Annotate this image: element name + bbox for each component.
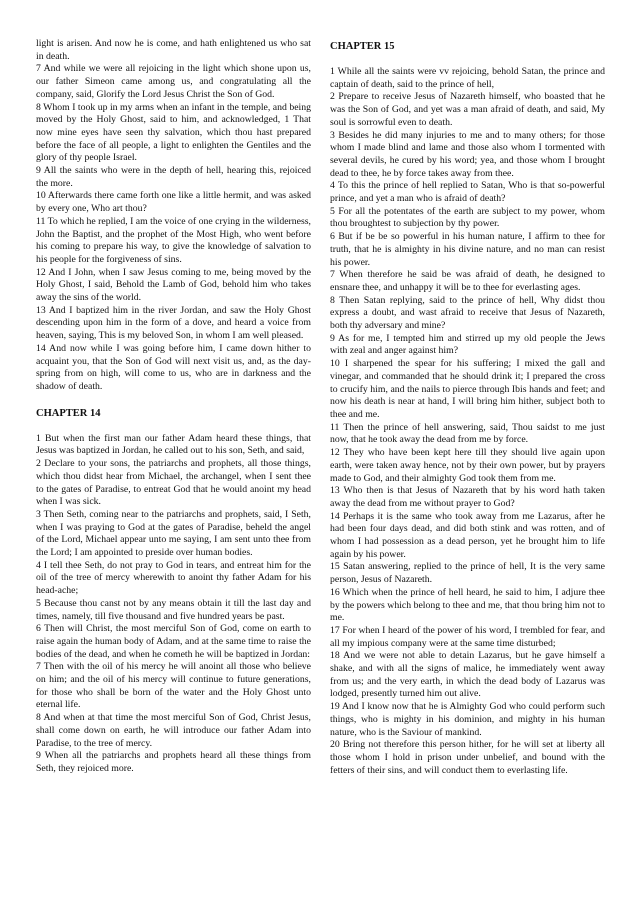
left-column bbox=[36, 38, 311, 776]
verse: 12 And I John, when I saw Jesus coming to me, being moved by the Holy Ghost, I said, Behold the Lamb of God, behold him who takes away the sins of the world. bbox=[36, 266, 311, 304]
chapter-14-verses bbox=[36, 433, 311, 776]
verse: 10 Afterwards there came forth one like a little hermit, and was asked by every one, Who art thou? bbox=[36, 190, 311, 215]
verse: 9 When all the patriarchs and prophets heard all these things from Seth, they rejoiced more. bbox=[36, 750, 311, 774]
verse: 2 Declare to your sons, the patriarchs and prophets, all those things, which thou didst hear from Michael, the archangel, when I sent thee to the gates of Paradise, to entreat God that he would anoint my head when I was sick. bbox=[36, 458, 311, 508]
verse: 13 Who then is that Jesus of Nazareth that by his word hath taken away the dead from me without prayer to God? bbox=[330, 485, 605, 509]
verse: 9 As for me, I tempted him and stirred up my old people the Jews with zeal and anger against him? bbox=[330, 332, 605, 357]
verse: 5 For all the potentates of the earth are subject to my power, whom thou broughtest to subjection by thy power. bbox=[330, 205, 605, 230]
verse: 12 They who have been kept here till they should live again upon earth, were taken away hence, not by their own power, but by prayers made to God, and their almighty God took them from me. bbox=[330, 447, 605, 484]
verse: 8 And when at that time the most merciful Son of God, Christ Jesus, shall come down on earth, he will introduce our father Adam into Paradise, to the tree of mercy. bbox=[36, 712, 311, 749]
verse: light is arisen. And now he is come, and hath enlightened us who sat in death. bbox=[36, 38, 311, 62]
verse: 15 Satan answering, replied to the prince of hell, It is the very same person, Jesus of Nazareth. bbox=[330, 561, 605, 586]
left-intro-verses bbox=[36, 38, 311, 394]
verse: 7 And while we were all rejoicing in the light which shone upon us, our father Simeon came among us, and congratulating all the company, said, Glorify the Lord Jesus Christ the Son of God. bbox=[36, 63, 311, 100]
chapter-15-verses bbox=[330, 66, 605, 777]
verse: 2 Prepare to receive Jesus of Nazareth himself, who boasted that he was the Son of God, and yet was a man afraid of death, and said, My soul is sorrowful even to death. bbox=[330, 91, 605, 128]
verse: 8 Then Satan replying, said to the prince of hell, Why didst thou express a doubt, and wast afraid to receive that Jesus of Nazareth, both thy adversary and mine? bbox=[330, 294, 605, 332]
verse: 13 And I baptized him in the river Jordan, and saw the Holy Ghost descending upon him in the form of a dove, and heard a voice from heaven, saying, This is my beloved Son, in whom I am well pleased. bbox=[36, 304, 311, 342]
verse: 17 For when I heard of the power of his word, I trembled for fear, and all my impious company were at the same time disturbed; bbox=[330, 624, 605, 649]
verse: 7 When therefore he said be was afraid of death, he designed to ensnare thee, and unhappy it will be to thee for everlasting ages. bbox=[330, 269, 605, 293]
verse: 14 Perhaps it is the same who took away from me Lazarus, after he had been four days dead, and did both stink and was rotten, and of whom I had possession as a dead person, yet he brought him to life again by his power. bbox=[330, 510, 605, 560]
verse: 16 Which when the prince of hell heard, he said to him, I adjure thee by the powers which belong to thee and me, that thou bring him not to me. bbox=[330, 586, 605, 624]
verse: 14 And now while I was going before him, I came down hither to acquaint you, that the Son of God will next visit us, and, as the day-spring from on high, will come to us, who are in darkness and the shadow of death. bbox=[36, 342, 311, 392]
verse: 7 Then with the oil of his mercy he will anoint all those who believe on him; and the oil of his mercy will continue to future generations, for those who shall be born of the water and the Holy Ghost unto eternal life. bbox=[36, 661, 311, 711]
verse: 10 I sharpened the spear for his suffering; I mixed the gall and vinegar, and commanded that he should drink it; I prepared the cross to crucify him, and the nails to pierce through Ibis hands and feet; and now his death is near at hand, I will bring him hither, subject both to thee and me. bbox=[330, 358, 605, 420]
verse: 6 But if be be so powerful in his human nature, I affirm to thee for truth, that he is almighty in his divine nature, and no man can resist his power. bbox=[330, 231, 605, 268]
right-column bbox=[330, 40, 605, 777]
verse: 3 Besides he did many injuries to me and to many others; for those whom I made blind and lame and those also whom I tormented with several devils, he cured by his word; yea, and those whom I brought dead to thee, he by force takes away from thee. bbox=[330, 129, 605, 179]
verse: 4 I tell thee Seth, do not pray to God in tears, and entreat him for the oil of the tree of mercy wherewith to anoint thy father Adam for his head-ache; bbox=[36, 559, 311, 597]
verse: 18 And we were not able to detain Lazarus, but he gave himself a shake, and with all the signs of malice, he immediately went away from us; and the very earth, in which the dead body of Lazarus was lodged, presently turned him out alive. bbox=[330, 650, 605, 700]
verse: 19 And I know now that he is Almighty God who could perform such things, who is mighty in his dominion, and mighty in his human nature, who is the Saviour of mankind. bbox=[330, 701, 605, 738]
verse: 6 Then will Christ, the most merciful Son of God, come on earth to raise again the human body of Adam, and at the same time to raise the bodies of the dead, and when he cometh he will be baptized in Jordan: bbox=[36, 623, 311, 660]
verse: 3 Then Seth, coming near to the patriarchs and prophets, said, I Seth, when I was praying to God at the gates of Paradise, beheld the angel of the Lord, Michael appear unto me saying, I am sent unto thee from the Lord; I am appointed to preside over human bodies. bbox=[36, 508, 311, 559]
chapter-heading: CHAPTER 15 bbox=[330, 41, 395, 52]
verse: 4 To this the prince of hell replied to Satan, Who is that so-powerful prince, and yet a man who is afraid of death? bbox=[330, 180, 605, 205]
verse: 20 Bring not therefore this person hither, for he will set at liberty all those whom I hold in prison under unbelief, and bound with the fetters of their sins, and will conduct them to everlasting life. bbox=[330, 739, 605, 776]
verse: 1 But when the first man our father Adam heard these things, that Jesus was baptized in Jordan, he called out to his son, Seth, and said, bbox=[36, 432, 311, 457]
verse: 1 While all the saints were vv rejoicing, behold Satan, the prince and captain of death, said to the prince of hell, bbox=[330, 66, 605, 90]
verse: 8 Whom I took up in my arms when an infant in the temple, and being moved by the Holy Ghost, said to him, and acknowledged, 1 That now mine eyes have seen thy salvation, which thou hast prepared before the face of all people, a light to enlighten the Gentiles and the glory of thy people Israel. bbox=[36, 101, 311, 164]
verse: 5 Because thou canst not by any means obtain it till the last day and times, namely, till five thousand and five hundred years be past. bbox=[36, 597, 311, 622]
verse: 9 All the saints who were in the depth of hell, hearing this, rejoiced the more. bbox=[36, 165, 311, 189]
verse: 11 Then the prince of hell answering, said, Thou saidst to me just now, that he took away the dead from me by force. bbox=[330, 421, 605, 446]
verse: 11 To which he replied, I am the voice of one crying in the wilderness, John the Baptist, and the prophet of the Most High, who went before his coming to prepare his way, to give the knowledge of salvation to his people for the forgiveness of sins. bbox=[36, 215, 311, 265]
chapter-heading: CHAPTER 14 bbox=[36, 407, 101, 419]
